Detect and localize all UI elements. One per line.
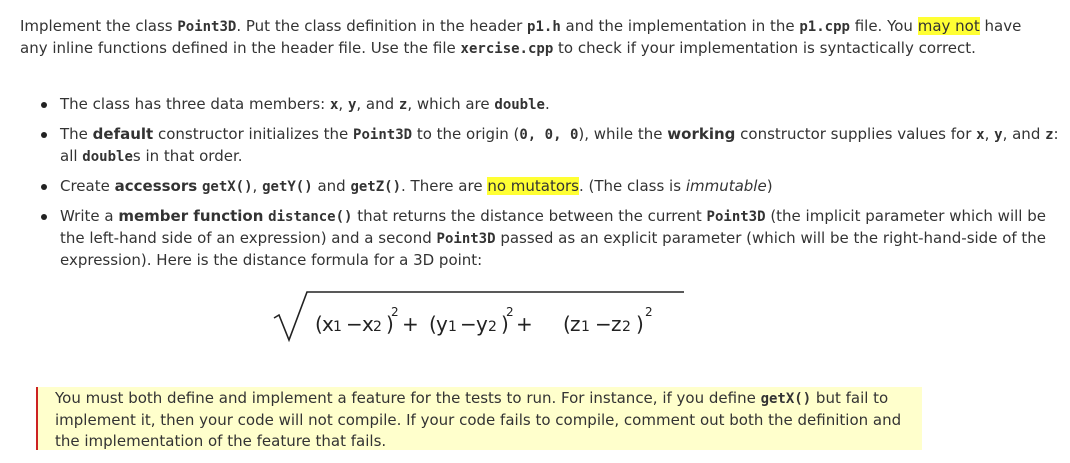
bullet-text: , and <box>356 95 399 113</box>
formula-square-y: 2 <box>506 305 514 319</box>
formula-x1-subscript: 1 <box>333 319 342 335</box>
bullet-text: , <box>252 177 263 195</box>
formula-z1: z <box>570 312 581 336</box>
formula-plus-1: + <box>402 312 419 336</box>
formula-y2: y <box>476 312 488 336</box>
formula-minus-y: − <box>460 312 477 336</box>
code-z: z <box>1045 127 1054 143</box>
formula-x2-subscript: 2 <box>373 319 382 335</box>
bold-member-function: member function <box>118 207 264 225</box>
code-getx: getX() <box>760 391 812 407</box>
bullet-text: , <box>984 125 995 143</box>
code-point3d: Point3D <box>353 127 413 143</box>
formula-z1-subscript: 1 <box>581 319 590 335</box>
bullet-text: to the origin ( <box>412 125 520 143</box>
exercise-file-code: xercise.cpp <box>460 41 554 57</box>
intro-text: file. You <box>849 17 918 35</box>
bullet-text: . (The class is <box>579 177 686 195</box>
formula-y1: y <box>436 312 448 336</box>
bullet-constructors <box>60 124 1070 168</box>
bullet-text: Write a <box>60 207 119 225</box>
bold-working: working <box>667 125 736 143</box>
code-getz: getZ() <box>350 179 402 195</box>
code-x: x <box>329 97 339 113</box>
note-box <box>36 387 922 450</box>
formula-close-paren-x: ) <box>386 312 394 336</box>
note-text-part: but fail to implement it, then your code will not compile. If your code fails to compile, comment out both the definition and the implementation of the feature that fails. <box>55 389 902 450</box>
bullet-text: constructor initializes the <box>153 125 354 143</box>
formula-open-paren-y: ( <box>429 312 437 336</box>
code-y: y <box>994 127 1003 143</box>
intro-text: have any inline functions defined in the header file. Use the file <box>20 17 1022 57</box>
bullet-data-members <box>60 94 1070 116</box>
class-name-code: Point3D <box>177 19 237 35</box>
formula-z2-subscript: 2 <box>622 319 631 335</box>
formula-open-paren-x: ( <box>315 312 323 336</box>
formula-close-paren-z: ) <box>636 312 644 336</box>
intro-paragraph <box>20 16 1030 60</box>
formula-x1: x <box>322 312 334 336</box>
formula-z2: z <box>611 312 622 336</box>
code-y: y <box>347 97 357 113</box>
bullet-distance <box>60 206 1070 271</box>
bullet-text: ) <box>766 177 773 195</box>
formula-open-paren-z: ( <box>563 312 571 336</box>
intro-text: to check if your implementation is syntactically correct. <box>553 39 976 57</box>
bullet-text: The class has three data members: <box>60 95 330 113</box>
bullet-text: The <box>60 125 93 143</box>
cpp-file-code: p1.cpp <box>799 19 850 35</box>
bullet-text: Create <box>60 177 115 195</box>
note-text <box>55 388 921 452</box>
bullet-text: passed as an explicit parameter (which will be the right-hand-side of the expression). Here is the distance formula for a 3D point: <box>60 229 1047 269</box>
bullet-text: , and <box>1002 125 1046 143</box>
bullet-text: (the implicit parameter which will be the left-hand side of an expression) and a second <box>60 207 1046 247</box>
code-double: double <box>82 149 133 165</box>
code-double: double <box>494 97 545 113</box>
formula-minus-z: − <box>595 312 612 336</box>
header-file-code: p1.h <box>527 19 561 35</box>
intro-text: and the implementation in the <box>560 17 800 35</box>
formula-y1-subscript: 1 <box>448 319 457 335</box>
code-z: z <box>398 97 408 113</box>
bullet-text: . <box>544 95 550 113</box>
bullet-text: , which are <box>407 95 495 113</box>
code-point3d: Point3D <box>706 209 766 225</box>
code-distance: distance() <box>268 209 353 225</box>
formula-square-x: 2 <box>391 305 399 319</box>
bullet-text: . There are <box>401 177 488 195</box>
formula-x2: x <box>362 312 374 336</box>
bullet-text: ), while the <box>578 125 668 143</box>
formula-close-paren-y: ) <box>501 312 509 336</box>
bold-default: default <box>92 125 154 143</box>
bullet-text: s in that order. <box>132 147 243 165</box>
code-getx: getX() <box>201 179 253 195</box>
distance-formula <box>270 284 690 348</box>
bullet-text: and <box>312 177 351 195</box>
bold-accessors: accessors <box>114 177 198 195</box>
may-not-highlight: may not <box>917 17 980 35</box>
formula-y2-subscript: 2 <box>488 319 497 335</box>
code-gety: getY() <box>262 179 313 195</box>
code-origin: 0, 0, 0 <box>519 127 579 143</box>
intro-text: . Put the class definition in the header <box>236 17 528 35</box>
requirements-list <box>0 94 1070 279</box>
bullet-accessors <box>60 176 1070 198</box>
bullet-text: , <box>338 95 348 113</box>
bullet-text: constructor supplies values for <box>735 125 977 143</box>
italic-immutable: immutable <box>685 177 767 195</box>
bullet-text: : all <box>60 125 1059 165</box>
code-point3d: Point3D <box>436 231 496 247</box>
formula-plus-2: + <box>516 312 533 336</box>
intro-text: Implement the class <box>20 17 178 35</box>
formula-square-z: 2 <box>645 305 653 319</box>
formula-minus-x: − <box>346 312 363 336</box>
no-mutators-highlight: no mutators <box>487 177 579 195</box>
code-x: x <box>976 127 985 143</box>
bullet-text: that returns the distance between the current <box>352 207 707 225</box>
note-text-part: You must both define and implement a feature for the tests to run. For instance, if you define <box>55 389 761 407</box>
